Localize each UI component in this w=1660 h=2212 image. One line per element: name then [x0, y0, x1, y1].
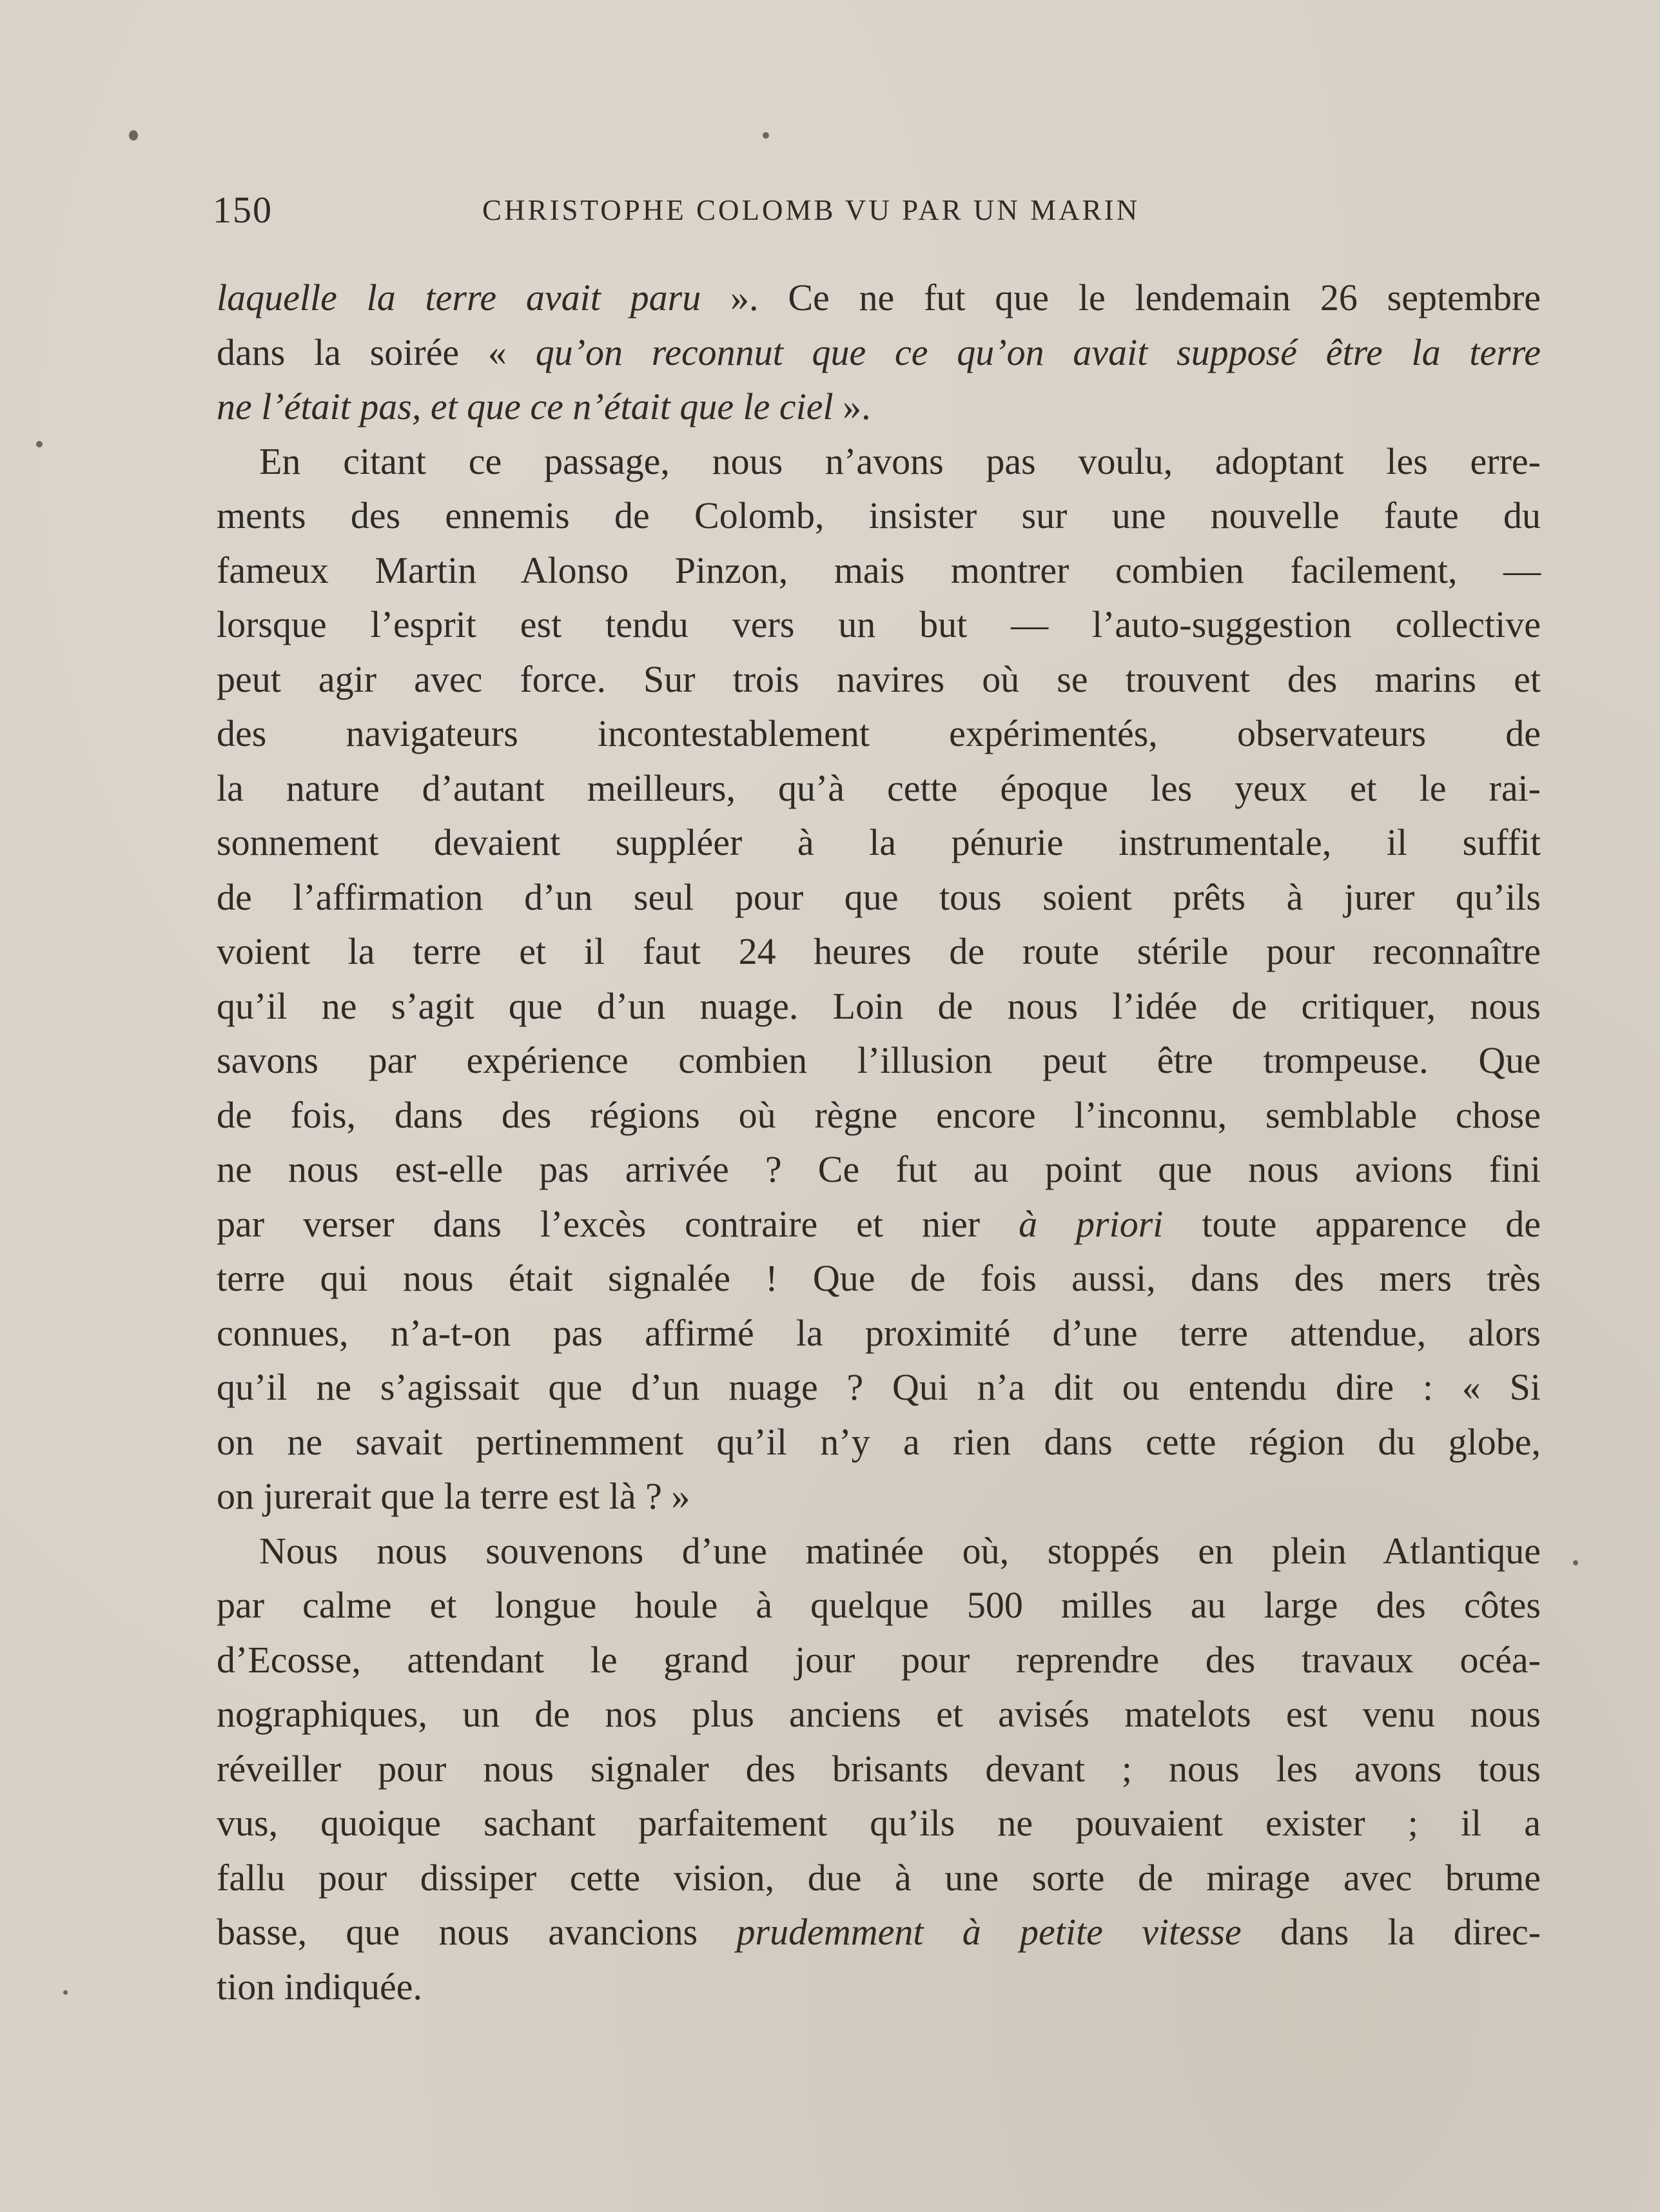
text-line: ne l’était pas, et que ce n’était que le ciel ». [217, 386, 871, 427]
page-header [213, 188, 1270, 240]
italic-quote: qu’on reconnut que ce qu’on avait supposé être la terre [535, 331, 1541, 373]
text-line: ne nous est-elle pas arrivée ? Ce fut au point que nous avions fini [217, 1148, 1541, 1190]
text-line: voient la terre et il faut 24 heures de route stérile pour reconnaître [217, 930, 1541, 972]
text-line: dans la soirée « qu’on reconnut que ce qu’on avait supposé être la terre [217, 331, 1541, 373]
text-line: terre qui nous était signalée ! Que de fois aussi, dans des mers très [217, 1257, 1541, 1299]
text-line: qu’il ne s’agit que d’un nuage. Loin de nous l’idée de critiquer, nous [217, 984, 1541, 1027]
text-line: fameux Martin Alonso Pinzon, mais montrer combien facilement, — [217, 549, 1541, 591]
text-line: lorsque l’esprit est tendu vers un but — l’auto-suggestion collective [217, 603, 1541, 645]
text-line: qu’il ne s’agissait que d’un nuage ? Qui n’a dit ou entendu dire : « Si [217, 1366, 1541, 1408]
italic-term: à priori [1019, 1202, 1164, 1245]
text-line: par verser dans l’excès contraire et nier à priori toute apparence de [217, 1202, 1541, 1245]
paper-speck [763, 132, 769, 139]
text-line: on jurerait que la terre est là ? » [217, 1475, 690, 1517]
paper-speck [129, 130, 138, 141]
paper-speck [36, 441, 43, 447]
text-line: En citant ce passage, nous n’avons pas voulu, adoptant les erre- [259, 440, 1541, 482]
paper-speck [63, 1990, 68, 1995]
text-line: connues, n’a-t-on pas affirmé la proximité d’une terre attendue, alors [217, 1311, 1541, 1354]
body-text [217, 271, 1541, 2014]
text-line: nographiques, un de nos plus anciens et avisés matelots est venu nous [217, 1693, 1541, 1735]
text-line: on ne savait pertinemment qu’il n’y a rien dans cette région du globe, [217, 1420, 1541, 1463]
text-line: sonnement devaient suppléer à la pénurie instrumentale, il suffit [217, 821, 1541, 863]
text-line: vus, quoique sachant parfaitement qu’ils ne pouvaient exister ; il a [217, 1802, 1541, 1844]
text-line: tion indiquée. [217, 1965, 422, 2008]
text-line: basse, que nous avancions prudemment à petite vitesse dans la direc- [217, 1911, 1541, 1953]
text-line: peut agir avec force. Sur trois navires où se trouvent des marins et [217, 658, 1541, 700]
text-line: Nous nous souvenons d’une matinée où, stoppés en plein Atlantique [259, 1529, 1541, 1572]
text-line: laquelle la terre avait paru ». Ce ne fut que le lendemain 26 septembre [217, 277, 1541, 318]
text-line: savons par expérience combien l’illusion peut être trompeuse. Que [217, 1039, 1541, 1081]
text-line: des navigateurs incontestablement expérimentés, observateurs de [217, 712, 1541, 754]
text-line: fallu pour dissiper cette vision, due à une sorte de mirage avec brume [217, 1856, 1541, 1899]
text-line: de fois, dans des régions où règne encore l’inconnu, semblable chose [217, 1093, 1541, 1136]
text-line: de l’affirmation d’un seul pour que tous soient prêts à jurer qu’ils [217, 876, 1541, 918]
paper-speck [1573, 1560, 1578, 1565]
italic-quote: laquelle la terre avait paru [217, 277, 701, 318]
running-title: CHRISTOPHE COLOMB VU PAR UN MARIN [482, 194, 1140, 226]
text-line: réveiller pour nous signaler des brisants devant ; nous les avons tous [217, 1747, 1541, 1790]
text-line: ments des ennemis de Colomb, insister sur une nouvelle faute du [217, 494, 1541, 536]
text-line: d’Ecosse, attendant le grand jour pour reprendre des travaux océa- [217, 1638, 1541, 1681]
text-line: la nature d’autant meilleurs, qu’à cette époque les yeux et le rai- [217, 767, 1541, 809]
italic-emphasis: prudemment à petite vitesse [736, 1911, 1242, 1953]
italic-quote: ne l’était pas, et que ce n’était que le ciel [217, 386, 834, 427]
page-number: 150 [213, 189, 273, 231]
text-line: par calme et longue houle à quelque 500 milles au large des côtes [217, 1584, 1541, 1626]
